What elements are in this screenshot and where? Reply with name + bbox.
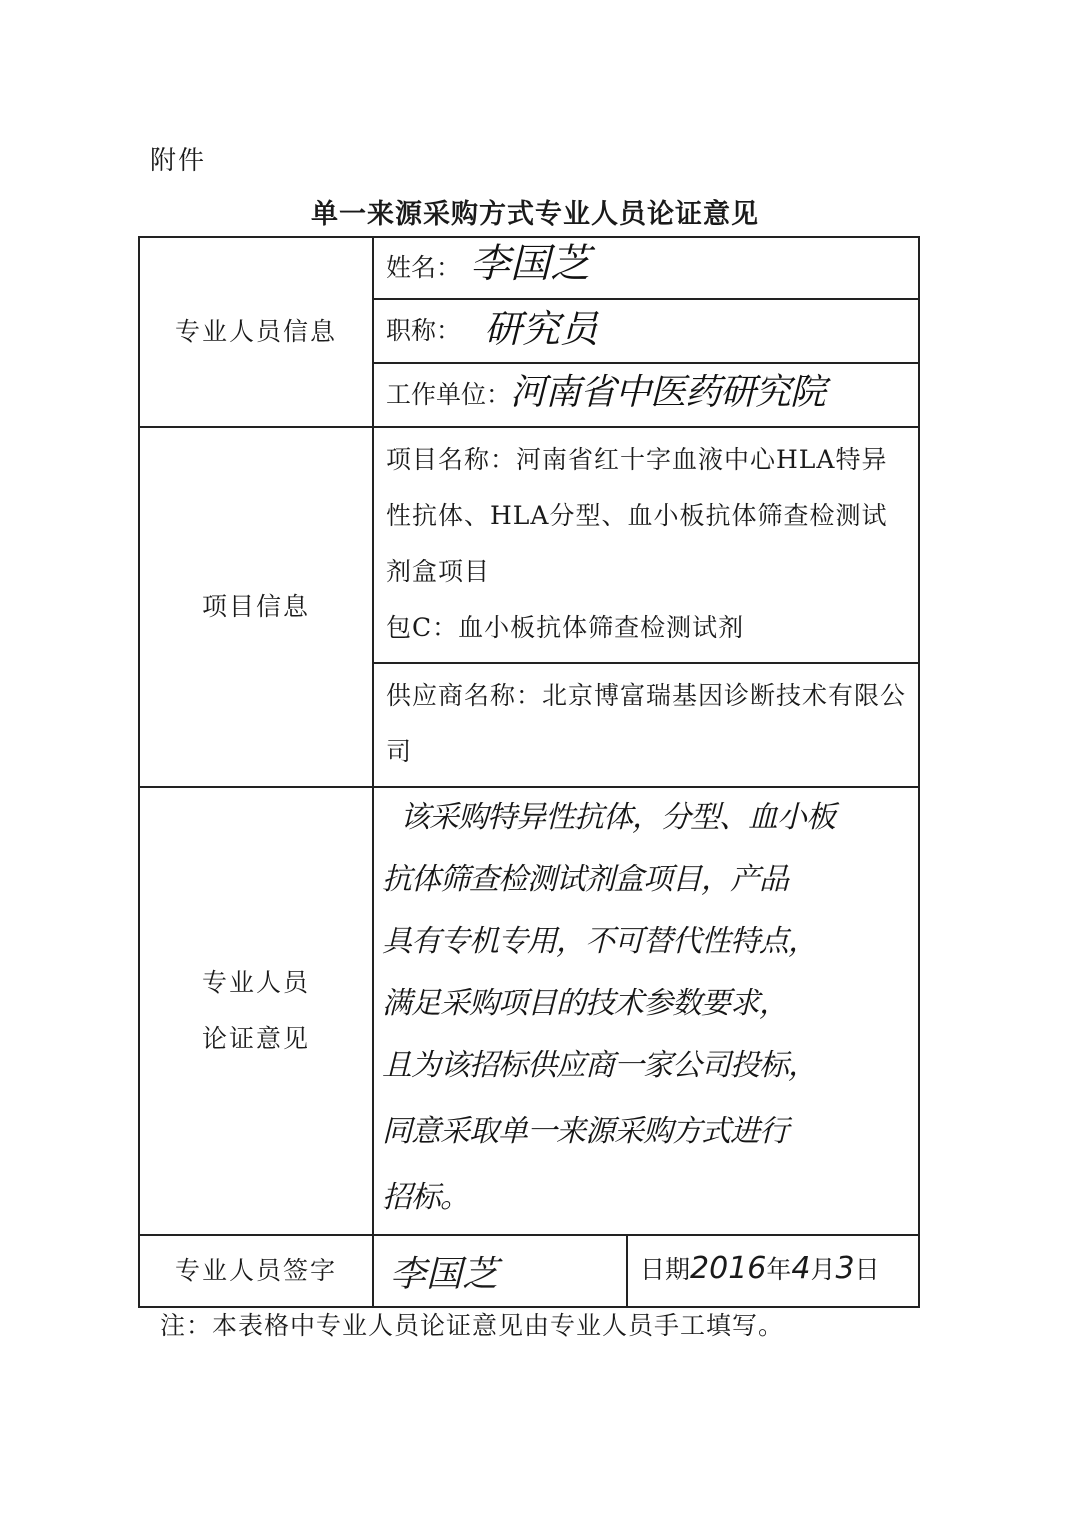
supplier-text: 供应商名称：北京博富瑞基因诊断技术有限公司 [386, 681, 907, 766]
unit-row [373, 363, 919, 427]
attachment-label: 附件 [150, 146, 207, 176]
opinion-line: 招标。 [382, 1180, 469, 1215]
package-text: 包C：血小板抗体筛查检测试剂 [386, 613, 745, 642]
unit-handwritten: 河南省中医药研究院 [510, 372, 826, 413]
date-label: 日期 [640, 1255, 691, 1284]
date-year-unit: 年 [766, 1255, 792, 1284]
opinion-line: 同意采取单一来源采购方式进行 [382, 1114, 788, 1149]
opinion-line: 满足采购项目的技术参数要求， [382, 986, 788, 1021]
signature-handwritten: 李国芝 [390, 1254, 499, 1295]
opinion-line: 抗体筛查检测试剂盒项目，产品 [382, 862, 788, 897]
name-handwritten: 李国芝 [470, 241, 590, 287]
date-year: 2016 [690, 1251, 767, 1286]
opinion-line: 具有专机专用，不可替代性特点， [382, 924, 817, 959]
name-row [373, 237, 919, 299]
expert-info-label: 专业人员信息 [139, 237, 373, 427]
title-label: 职称： [386, 316, 462, 345]
opinion-line: 且为该招标供应商一家公司投标， [382, 1048, 817, 1083]
footer-note: 注：本表格中专业人员论证意见由专业人员手工填写。 [160, 1311, 785, 1340]
opinion-label: 专业人员 论证意见 [139, 787, 373, 1235]
opinion-handwritten [382, 788, 942, 1234]
date-day-unit: 日 [854, 1255, 880, 1284]
supplier-cell [373, 663, 919, 787]
date-day: 3 [835, 1251, 855, 1286]
opinion-form-table [138, 236, 920, 1308]
date-month: 4 [791, 1251, 811, 1286]
title-handwritten: 研究员 [484, 307, 599, 351]
name-label: 姓名： [386, 253, 462, 282]
signature-cell [373, 1235, 627, 1307]
signature-label: 专业人员签字 [139, 1235, 373, 1307]
document-title: 单一来源采购方式专业人员论证意见 [311, 199, 759, 230]
opinion-cell [373, 787, 919, 1235]
unit-label: 工作单位： [386, 380, 512, 409]
date-month-unit: 月 [810, 1255, 836, 1284]
opinion-line: 该采购特异性抗体，分型、血小板 [400, 800, 835, 835]
project-name-text: 项目名称：河南省红十字血液中心HLA特异性抗体、HLA分型、血小板抗体筛查检测试剂盒项目 [386, 445, 888, 586]
project-info-label: 项目信息 [139, 427, 373, 787]
title-row [373, 299, 919, 363]
date-cell [627, 1235, 919, 1307]
project-name-cell [373, 427, 919, 663]
